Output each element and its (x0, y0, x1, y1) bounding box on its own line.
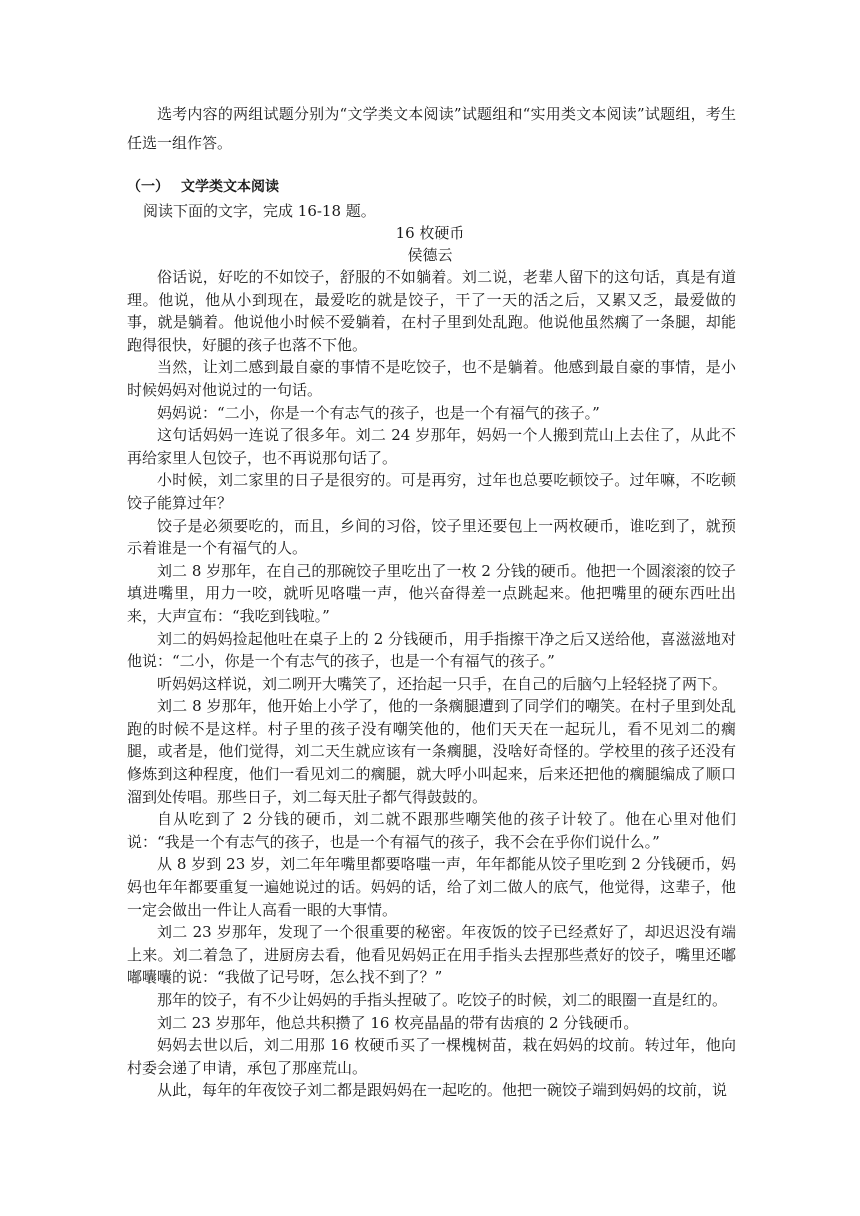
section-heading (127, 176, 279, 198)
article-paragraph: 刘二的妈妈捡起他吐在桌子上的 2 分钱硬币，用手指擦干净之后又送给他，喜滋滋地对他说：“二小，你是一个有志气的孩子，也是一个有福气的孩子。” (127, 629, 736, 671)
article-paragraph: 饺子是必须要吃的，而且，乡间的习俗，饺子里还要包上一两枚硬币，谁吃到了，就预示着谁是一个有福气的人。 (127, 516, 736, 558)
article-paragraph: 刘二 23 岁那年，发现了一个很重要的秘密。年夜饭的饺子已经煮好了，却迟迟没有端上来。刘二着急了，进厨房去看，他看见妈妈正在用手指头去捏那些煮好的饺子，嘴里还嘟嘟囔囔的说：“我做了记号呀，怎么找不到了？” (127, 923, 736, 987)
reading-instruction: 阅读下面的文字，完成 16-18 题。 (143, 202, 376, 220)
article-paragraph: 俗话说，好吃的不如饺子，舒服的不如躺着。刘二说，老辈人留下的这句话，真是有道理。他说，他从小到现在，最爱吃的就是饺子，干了一天的活之后，又累又乏，最爱做的事，就是躺着。他说他小时候不爱躺着，在村子里到处乱跑。他说他虽然瘸了一条腿，却能跑得很快，好腿的孩子也落不下他。 (127, 268, 736, 354)
article-paragraph: 刘二 8 岁那年，在自己的那碗饺子里吃出了一枚 2 分钱的硬币。他把一个圆滚滚的饺子填进嘴里，用力一咬，就听见咯嗤一声，他兴奋得差一点跳起来。他把嘴里的硬东西吐出来，大声宣布：“我吃到钱啦。” (127, 561, 736, 625)
article-paragraph: 妈妈说：“二小，你是一个有志气的孩子，也是一个有福气的孩子。” (157, 403, 600, 422)
article-paragraph: 从 8 岁到 23 岁，刘二年年嘴里都要咯嗤一声，年年都能从饺子里吃到 2 分钱硬币，妈妈也年年都要重复一遍她说过的话。妈妈的话，给了刘二做人的底气，他觉得，这辈子，他一定会做出一件让人高看一眼的大事情。 (127, 855, 736, 919)
section-number: （一） (127, 179, 169, 195)
section-title: 文学类文本阅读 (181, 179, 279, 195)
article-paragraph: 小时候，刘二家里的日子是很穷的。可是再穷，过年也总要吃顿饺子。过年嘛，不吃顿饺子能算过年？ (127, 471, 736, 512)
article-paragraph: 听妈妈这样说，刘二咧开大嘴笑了，还抬起一只手，在自己的后脑勺上轻轻挠了两下。 (157, 674, 728, 693)
article-title: 16 枚硬币 (395, 224, 465, 242)
article-paragraph: 妈妈去世以后，刘二用那 16 枚硬币买了一棵槐树苗，栽在妈妈的坟前。转过年，他向村委会递了申请，承包了那座荒山。 (127, 1036, 736, 1077)
article-author: 侯德云 (407, 246, 453, 264)
intro-paragraph: 选考内容的两组试题分别为“文学类文本阅读”试题组和“实用类文本阅读”试题组，考生任选一组作答。 (127, 105, 736, 152)
article-paragraph: 从此，每年的年夜饺子刘二都是跟妈妈在一起吃的。他把一碗饺子端到妈妈的坟前，说 (157, 1081, 728, 1100)
article-paragraph: 刘二 23 岁那年，他总共积攒了 16 枚亮晶晶的带有齿痕的 2 分钱硬币。 (157, 1013, 639, 1032)
article-body (127, 266, 736, 1102)
article-paragraph: 那年的饺子，有不少让妈妈的手指头捏破了。吃饺子的时候，刘二的眼圈一直是红的。 (157, 991, 728, 1009)
article-paragraph: 刘二 8 岁那年，他开始上小学了，他的一条瘸腿遭到了同学们的嘲笑。在村子里到处乱跑的时候不是这样。村子里的孩子没有嘲笑他的，他们天天在一起玩儿，看不见刘二的瘸腿，或者是，他们觉得，刘二天生就应该有一条瘸腿，没啥好奇怪的。学校里的孩子还没有修炼到这种程度，他们一看见刘二的瘸腿，就大呼小叫起来，后来还把他的瘸腿编成了顺口溜到处传唱。那些日子，刘二每天肚子都气得鼓鼓的。 (127, 697, 736, 806)
article-paragraph: 自从吃到了 2 分钱的硬币，刘二就不跟那些嘲笑他的孩子计较了。他在心里对他们说：“我是一个有志气的孩子，也是一个有福气的孩子，我不会在乎你们说什么。” (127, 810, 736, 851)
article-paragraph: 当然，让刘二感到最自豪的事情不是吃饺子，也不是躺着。他感到最自豪的事情，是小时候妈妈对他说过的一句话。 (127, 358, 736, 399)
article-paragraph: 这句话妈妈一连说了很多年。刘二 24 岁那年，妈妈一个人搬到荒山上去住了，从此不再给家里人包饺子，也不再说那句话了。 (127, 426, 736, 467)
